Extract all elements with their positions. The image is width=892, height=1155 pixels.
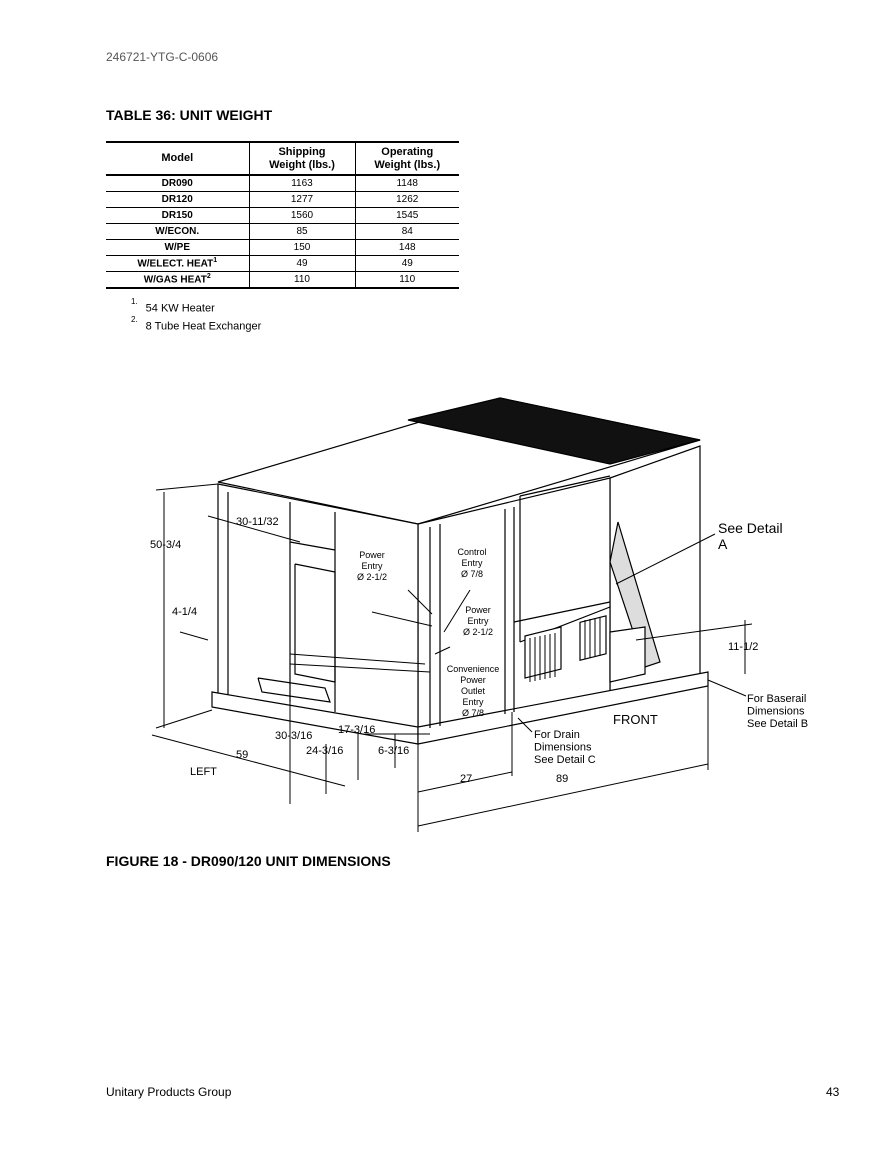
shipping-weight-cell: 110 [249, 272, 355, 289]
label-detail-a: See Detail A [718, 520, 783, 552]
model-cell: DR150 [106, 208, 249, 224]
model-cell: DR090 [106, 175, 249, 192]
column-header: Shipping Weight (lbs.) [249, 142, 355, 175]
page-number: 43 [826, 1085, 840, 1099]
model-cell: W/PE [106, 240, 249, 256]
shipping-weight-cell: 49 [249, 256, 355, 272]
label-17: 17-3/16 [338, 724, 376, 736]
shipping-weight-cell: 1560 [249, 208, 355, 224]
label-length: 89 [556, 773, 569, 785]
table-row [106, 240, 459, 256]
label-width-left: 59 [236, 749, 249, 761]
operating-weight-cell: 1148 [355, 175, 459, 192]
table-row [106, 208, 459, 224]
operating-weight-cell: 84 [355, 224, 459, 240]
table-row [106, 256, 459, 272]
label-24: 24-3/16 [306, 745, 344, 757]
unit-weight-table [106, 141, 459, 289]
footnote-2: $^{2.}$8 Tube Heat Exchanger [131, 315, 262, 333]
column-header: Model [106, 142, 249, 175]
operating-weight-cell: 148 [355, 240, 459, 256]
label-11: 11-1/2 [728, 641, 759, 653]
table-title: TABLE 36: UNIT WEIGHT [106, 107, 273, 123]
model-cell: DR120 [106, 192, 249, 208]
label-drain: For Drain Dimensions See Detail C [534, 729, 596, 766]
shipping-weight-cell: 1163 [249, 175, 355, 192]
table-row [106, 272, 459, 289]
operating-weight-cell: 110 [355, 272, 459, 289]
label-power-entry-1: Power Entry Ø 2-1/2 [356, 550, 388, 582]
operating-weight-cell: 49 [355, 256, 459, 272]
unit-dimensions-figure [140, 392, 830, 837]
model-cell: W/ELECT. HEAT$^1$ [106, 256, 249, 272]
model-cell: W/ECON. [106, 224, 249, 240]
table-row [106, 175, 459, 192]
shipping-weight-cell: 1277 [249, 192, 355, 208]
label-left: LEFT [190, 766, 217, 778]
figure-caption: FIGURE 18 - DR090/120 UNIT DIMENSIONS [106, 853, 391, 869]
label-front: FRONT [613, 712, 658, 727]
label-baserail: For Baserail Dimensions See Detail B [747, 693, 809, 730]
label-top-offset: 30-11/32 [236, 516, 279, 528]
label-power-entry-2: Power Entry Ø 2-1/2 [462, 605, 494, 637]
shipping-weight-cell: 85 [249, 224, 355, 240]
label-convenience: Convenience Power Outlet Entry Ø 7/8 [446, 664, 500, 718]
model-cell: W/GAS HEAT$^2$ [106, 272, 249, 289]
footnote-1: $^{1.}$54 KW Heater [131, 297, 215, 315]
table-header-row [106, 142, 459, 175]
unit-drawing [140, 392, 830, 837]
footer-company: Unitary Products Group [106, 1085, 232, 1099]
label-27: 27 [460, 773, 473, 785]
document-id: 246721-YTG-C-0606 [106, 50, 219, 64]
label-control-entry: Control Entry Ø 7/8 [457, 547, 487, 579]
label-6: 6-3/16 [378, 745, 410, 757]
label-height: 50-3/4 [150, 539, 182, 551]
table-row [106, 192, 459, 208]
label-30: 30-3/16 [275, 730, 313, 742]
operating-weight-cell: 1262 [355, 192, 459, 208]
column-header: Operating Weight (lbs.) [355, 142, 459, 175]
label-side-offset: 4-1/4 [172, 606, 198, 618]
table-row [106, 224, 459, 240]
shipping-weight-cell: 150 [249, 240, 355, 256]
operating-weight-cell: 1545 [355, 208, 459, 224]
